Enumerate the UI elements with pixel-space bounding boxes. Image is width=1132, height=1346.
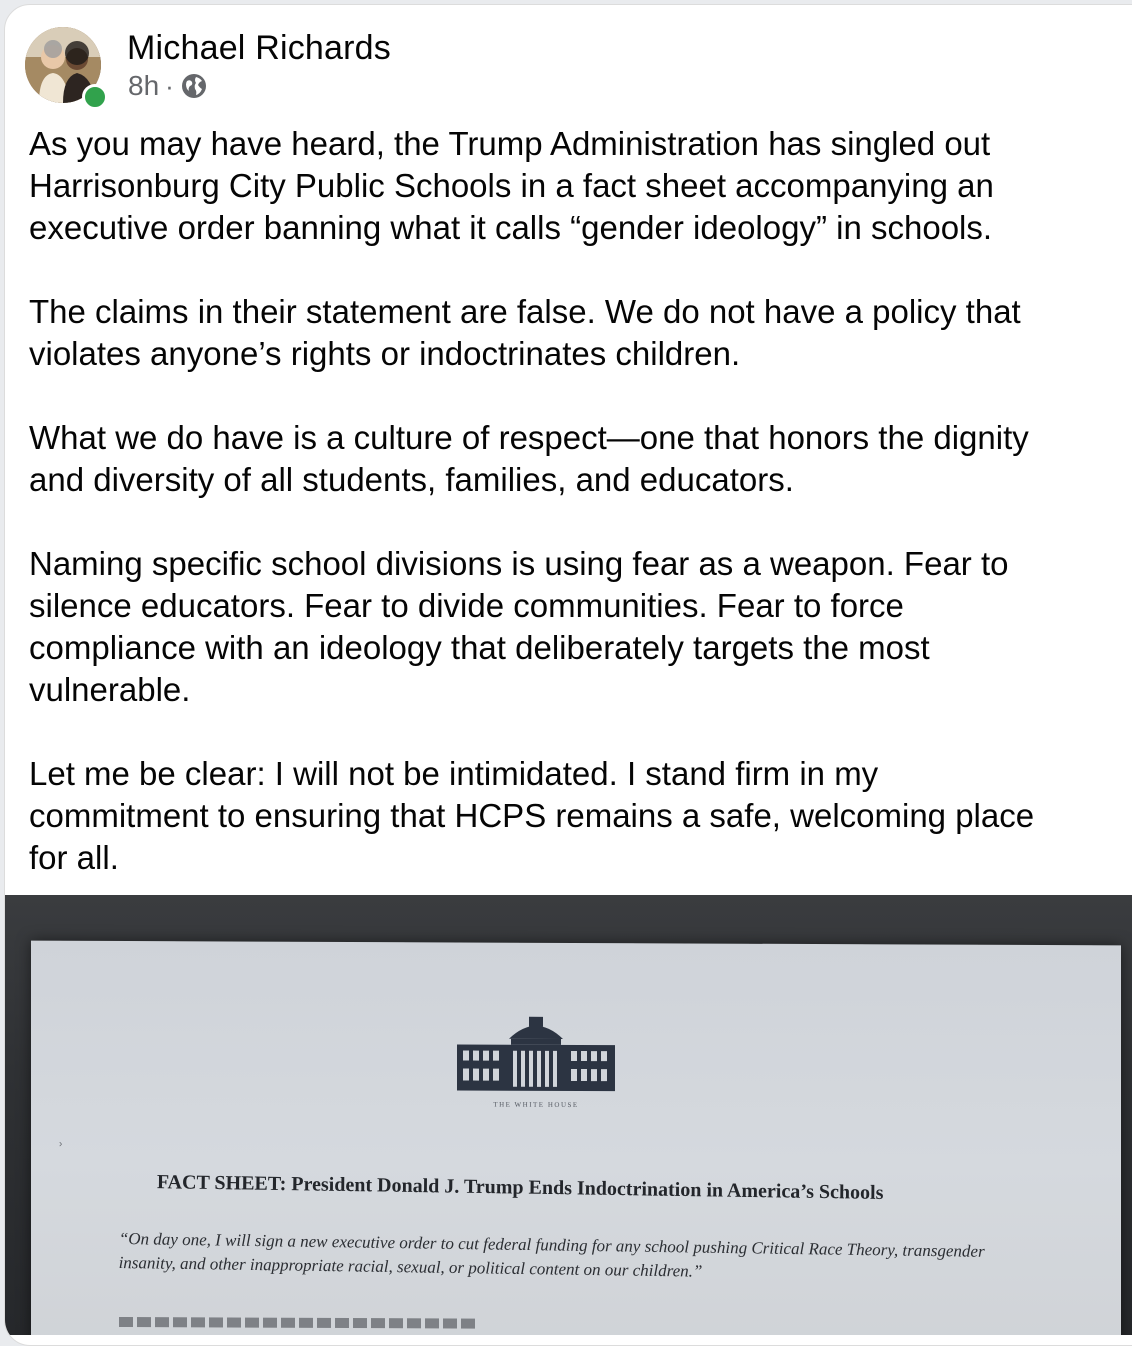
post-time[interactable]: 8h bbox=[128, 70, 160, 101]
online-status-dot bbox=[82, 84, 108, 110]
post-paragraph: Naming specific school divisions is using fear as a weapon. Fear to silence educators. Fear to divide communities. Fear to force compliance with an ideology that deliberately targets the most vulnerable. bbox=[29, 545, 1009, 708]
post-paragraph: The claims in their statement are false. We do not have a policy that violates anyone’s rights or indoctrinates children. bbox=[29, 293, 1021, 372]
post-body bbox=[29, 123, 1132, 921]
white-house-caption: THE WHITE HOUSE bbox=[493, 1100, 579, 1110]
post-paragraph: What we do have is a culture of respect—one that honors the dignity and diversity of all students, families, and educators. bbox=[29, 419, 1029, 498]
post-paragraph: As you may have heard, the Trump Administration has singled out Harrisonburg City Public Schools in a fact sheet accompanying an executive order banning what it calls “gender ideology” in schools. bbox=[29, 125, 994, 246]
fact-sheet-quote: “On day one, I will sign a new executive order to cut federal funding for any school pushing Critical Race Theory, transgender insanity, and other inappropriate racial, sexual, or political content on our children.” bbox=[118, 1229, 985, 1281]
post-photo[interactable] bbox=[4, 895, 1132, 1335]
globe-icon bbox=[180, 72, 208, 100]
post-paragraph: Let me be clear: I will not be intimidated. I stand firm in my commitment to ensuring that HCPS remains a safe, welcoming place for all. bbox=[29, 755, 1035, 876]
fact-sheet-paper bbox=[31, 941, 1121, 1335]
white-house-icon bbox=[451, 1014, 621, 1095]
author-name[interactable]: Michael Richards bbox=[127, 29, 391, 67]
facebook-post bbox=[4, 4, 1132, 1346]
post-meta bbox=[128, 70, 208, 102]
fact-sheet-title: FACT SHEET: President Donald J. Trump Ends Indoctrination in America’s Schools bbox=[156, 1171, 884, 1204]
fact-sheet-next-line bbox=[119, 1317, 479, 1329]
paper-mark: › bbox=[59, 1138, 63, 1150]
meta-separator: · bbox=[165, 70, 174, 101]
